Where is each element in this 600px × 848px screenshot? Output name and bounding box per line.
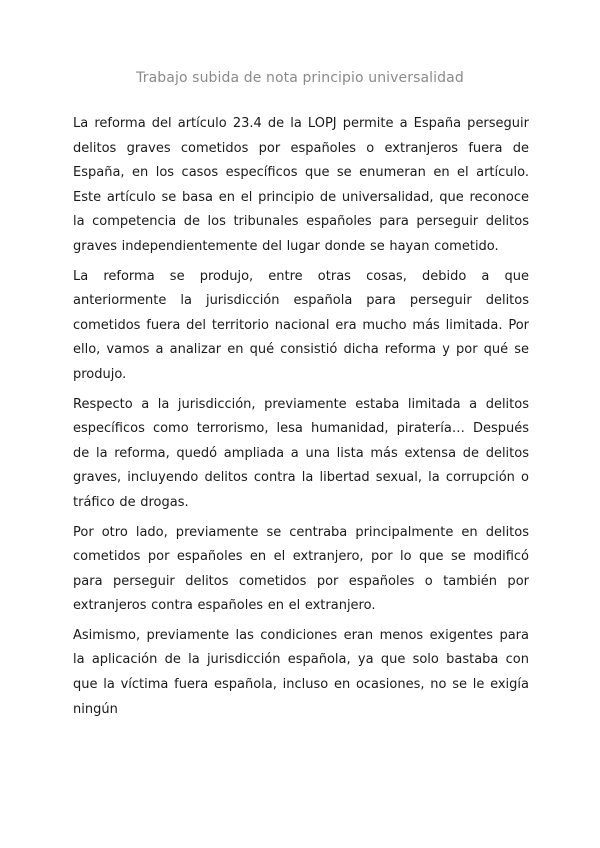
paragraph-1: La reforma del artículo 23.4 de la LOPJ permite a España perseguir delitos graves cometidos por españoles o extranjeros fuera de España, en los casos específicos que se enumeran en el artículo. Este artículo se basa en el principio de universalidad, que reconoce la competencia de los tribunales españoles para perseguir delitos graves independientemente del lugar donde se hayan cometido. — [73, 116, 529, 254]
paragraph-2: La reforma se produjo, entre otras cosas, debido a que anteriormente la jurisdicción española para perseguir delitos cometidos fuera del territorio nacional era mucho más limitada. Por ello, vamos a analizar en qué consistió dicha reforma y por qué se produjo. — [73, 268, 529, 382]
document-body — [73, 112, 529, 727]
paragraph-3: Respecto a la jurisdicción, previamente estaba limitada a delitos específicos como terrorismo, lesa humanidad, piratería… Después de la reforma, quedó ampliada a una lista más extensa de delitos graves, incluyendo delitos contra la libertad sexual, la corrupción o tráfico de drogas. — [73, 396, 529, 510]
document-title: Trabajo subida de nota principio universalidad — [136, 70, 464, 86]
paragraph-5: Asimismo, previamente las condiciones eran menos exigentes para la aplicación de la jurisdicción española, ya que solo bastaba con que la víctima fuera española, incluso en ocasiones, no se le exigía ningún — [73, 627, 529, 717]
paragraph-4: Por otro lado, previamente se centraba principalmente en delitos cometidos por españoles en el extranjero, por lo que se modificó para perseguir delitos cometidos por españoles o también por extranjeros contra españoles en el extranjero. — [73, 524, 529, 614]
